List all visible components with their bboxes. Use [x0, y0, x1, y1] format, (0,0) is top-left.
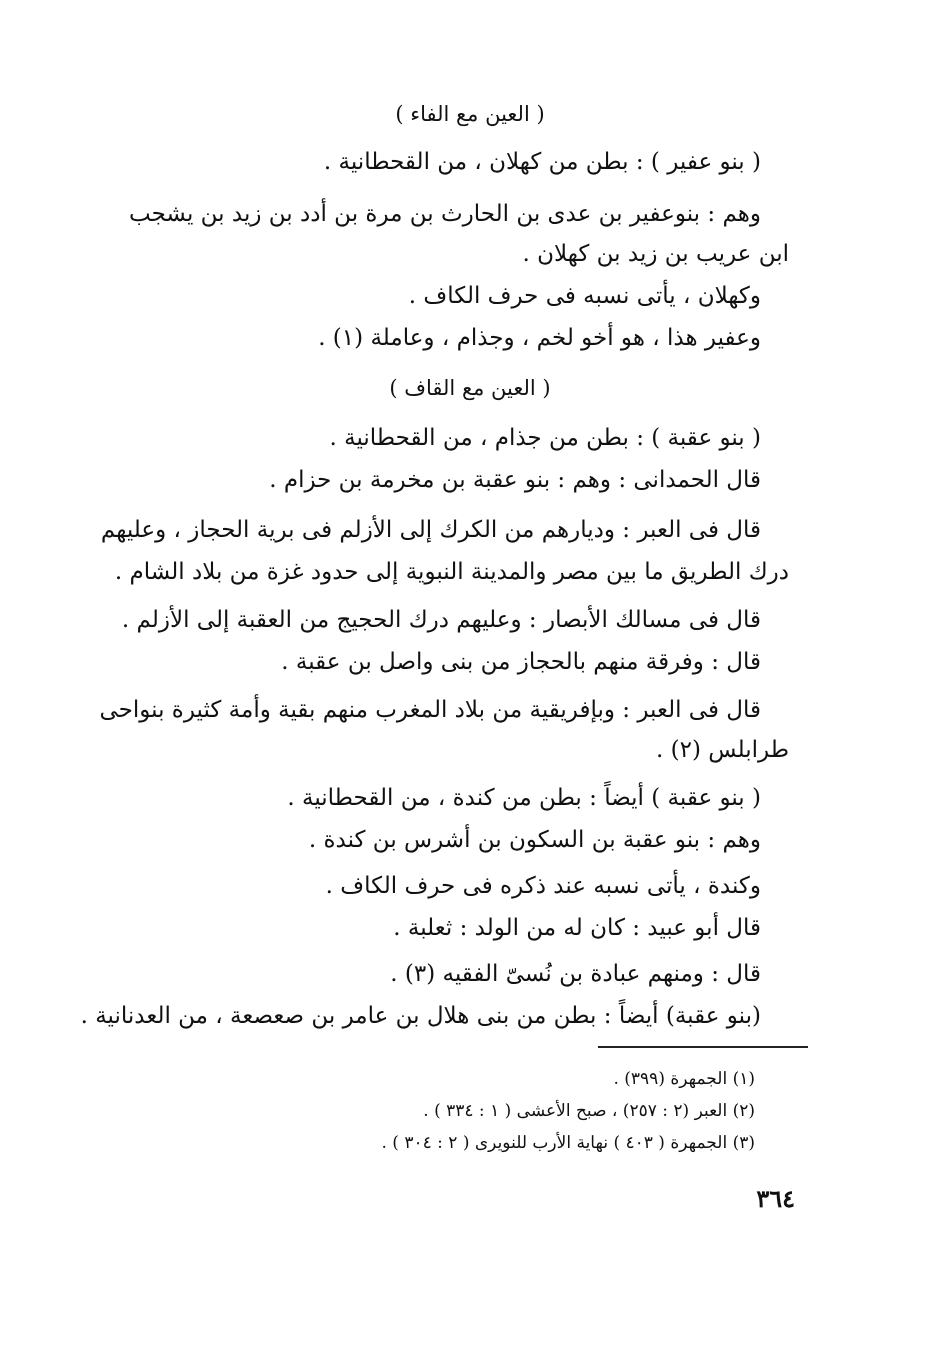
- paragraph-line: ( بنو عقبة ) : بطن من جذام ، من القحطانية .: [329, 425, 761, 451]
- section-heading-fa: ( العين مع الفاء ): [395, 102, 545, 126]
- paragraph-line: قال : ومنهم عبادة بن نُسىّ الفقيه (٣) .: [390, 961, 761, 987]
- paragraph-line: ( بنو عفير ) : بطن من كهلان ، من القحطانية .: [323, 149, 761, 175]
- paragraph-line: قال الحمدانى : وهم : بنو عقبة بن مخرمة بن حزام .: [269, 467, 761, 493]
- paragraph-line: وهم : بنوعفير بن عدى بن الحارث بن مرة بن أدد بن زيد بن يشجب: [129, 201, 761, 227]
- paragraph-line: طرابلس (٢) .: [656, 737, 789, 763]
- footnote-divider: [598, 1046, 808, 1048]
- paragraph-line: (بنو عقبة) أيضاً : بطن من بنى هلال بن عامر بن صعصعة ، من العدنانية .: [80, 1003, 761, 1029]
- section-heading-qaf: ( العين مع القاف ): [389, 376, 551, 400]
- paragraph-line: قال أبو عبيد : كان له من الولد : ثعلبة .: [393, 915, 761, 941]
- footnote: (٣) الجمهرة ( ٤٠٣ ) نهاية الأرب للنويرى ( ٢ : ٣٠٤ ) .: [381, 1133, 755, 1153]
- page-number: ٣٦٤: [756, 1184, 795, 1213]
- paragraph-line: قال : وفرقة منهم بالحجاز من بنى واصل بن عقبة .: [281, 649, 761, 675]
- paragraph-line: قال فى العبر : وبإفريقية من بلاد المغرب منهم بقية وأمة كثيرة بنواحى: [99, 697, 761, 723]
- paragraph-line: وكهلان ، يأتى نسبه فى حرف الكاف .: [408, 283, 761, 309]
- paragraph-line: قال فى العبر : وديارهم من الكرك إلى الأزلم فى برية الحجاز ، وعليهم: [100, 517, 761, 543]
- paragraph-line: ابن عريب بن زيد بن كهلان .: [522, 241, 789, 267]
- footnote: (٢) العبر (٢ : ٢٥٧) ، صبح الأعشى ( ١ : ٣٣٤ ) .: [423, 1101, 755, 1121]
- paragraph-line: ( بنو عقبة ) أيضاً : بطن من كندة ، من القحطانية .: [287, 785, 761, 811]
- footnote: (١) الجمهرة (٣٩٩) .: [613, 1069, 755, 1089]
- paragraph-line: درك الطريق ما بين مصر والمدينة النبوية إلى حدود غزة من بلاد الشام .: [114, 559, 789, 585]
- paragraph-line: وهم : بنو عقبة بن السكون بن أشرس بن كندة .: [308, 827, 761, 853]
- paragraph-line: وكندة ، يأتى نسبه عند ذكره فى حرف الكاف .: [325, 873, 761, 899]
- paragraph-line: وعفير هذا ، هو أخو لخم ، وجذام ، وعاملة (١) .: [318, 325, 761, 351]
- paragraph-line: قال فى مسالك الأبصار : وعليهم درك الحجيج من العقبة إلى الأزلم .: [121, 607, 761, 633]
